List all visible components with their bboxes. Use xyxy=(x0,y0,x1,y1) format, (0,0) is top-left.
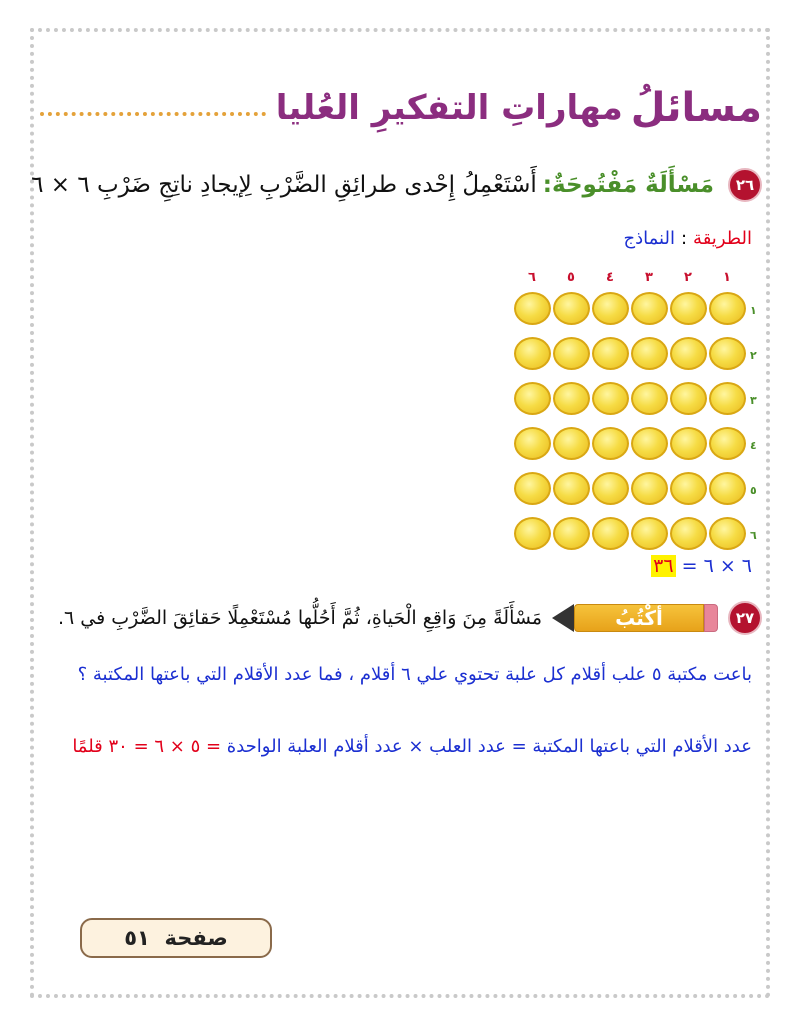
counter-dot xyxy=(709,382,746,415)
row-label: ٣ xyxy=(750,394,757,407)
counter-dot xyxy=(553,472,590,505)
column-label: ٢ xyxy=(684,270,692,285)
counter-dot xyxy=(553,337,590,370)
question-number-badge: ٢٦ xyxy=(728,168,762,202)
section-title xyxy=(40,78,762,138)
counter-dot xyxy=(670,382,707,415)
counter-dot xyxy=(670,337,707,370)
row-label: ١ xyxy=(750,304,757,317)
counter-dot xyxy=(631,472,668,505)
counter-dot xyxy=(553,292,590,325)
counter-dot xyxy=(709,517,746,550)
solution xyxy=(40,732,752,762)
counter-dot xyxy=(631,337,668,370)
counter-dot xyxy=(514,472,551,505)
counter-dot xyxy=(514,427,551,460)
counter-dot xyxy=(592,472,629,505)
column-label: ٤ xyxy=(606,270,614,285)
word-problem: باعت مكتبة ٥ علب أقلام كل علبة تحتوي علي ٦ أقلام ، فما عدد الأقلام التي باعتها المكتبة ؟ xyxy=(77,664,752,685)
question-text: أَسْتَعْمِلُ إِحْدى طرائِقِ الضَّرْبِ لِإيجادِ ناتِجِ ضَرْبِ ٦ × ٦ xyxy=(31,172,537,198)
pencil-tip xyxy=(552,604,574,632)
counter-dot xyxy=(709,292,746,325)
counter-dot xyxy=(592,517,629,550)
counter-dot xyxy=(514,382,551,415)
counter-dot xyxy=(553,382,590,415)
column-label: ٥ xyxy=(567,270,575,285)
row-label: ٦ xyxy=(750,529,757,542)
method-separator: : xyxy=(680,228,688,249)
title-dotted-line xyxy=(40,112,266,116)
column-label: ٦ xyxy=(528,270,536,285)
counter-dot xyxy=(631,292,668,325)
pencil-icon xyxy=(552,604,718,632)
page-number-box xyxy=(80,918,272,958)
counter-dot xyxy=(709,337,746,370)
counter-dot xyxy=(670,427,707,460)
counter-dot xyxy=(631,517,668,550)
counter-dot xyxy=(670,292,707,325)
counter-dot xyxy=(631,382,668,415)
counter-dot xyxy=(592,292,629,325)
counter-dot xyxy=(709,427,746,460)
counter-dot xyxy=(553,517,590,550)
counter-dot xyxy=(514,337,551,370)
question-27 xyxy=(30,598,762,638)
solution-red: = ٥ × ٦ = ٣٠ قلمًا xyxy=(72,736,222,757)
question-26 xyxy=(30,165,762,205)
counter-dot xyxy=(670,517,707,550)
pencil-eraser xyxy=(704,604,718,632)
answer-result: ٣٦ xyxy=(653,555,674,577)
question-text: مَسْأَلَةً مِنَ وَاقِعِ الْحَياةِ، ثُمَّ أَحُلُّها مُسْتَعْمِلًا حَقائِقَ الضَّرْبِ في ٦. xyxy=(57,607,542,629)
counter-dot xyxy=(670,472,707,505)
counter-dot xyxy=(592,337,629,370)
column-label: ١ xyxy=(723,270,731,285)
answer-expression: ٦ × ٦ = xyxy=(681,555,752,577)
dot-array-model xyxy=(480,270,770,540)
question-label: مَسْأَلَةٌ مَفْتُوحَةٌ: xyxy=(542,172,714,198)
counter-dot xyxy=(709,472,746,505)
counter-dot xyxy=(592,382,629,415)
method-label: الطريقة xyxy=(693,228,752,249)
pencil-label: أَكْتُبُ xyxy=(574,604,704,632)
row-label: ٥ xyxy=(750,484,757,497)
method-line xyxy=(624,228,752,249)
solution-blue: عدد الأقلام التي باعتها المكتبة = عدد العلب × عدد أقلام العلبة الواحدة xyxy=(226,736,752,757)
counter-dot xyxy=(514,517,551,550)
title-prefix: مسائلُ xyxy=(630,85,762,131)
title-main: مهاراتِ التفكيرِ العُليا xyxy=(275,88,623,128)
counter-dot xyxy=(514,292,551,325)
counter-dot xyxy=(553,427,590,460)
row-label: ٢ xyxy=(750,349,757,362)
answer-line xyxy=(651,555,752,577)
counter-dot xyxy=(592,427,629,460)
column-label: ٣ xyxy=(645,270,653,285)
page-number: ٥١ xyxy=(124,926,150,950)
page-label: صفحة xyxy=(164,926,228,950)
row-label: ٤ xyxy=(750,439,757,452)
counter-dot xyxy=(631,427,668,460)
method-value: النماذج xyxy=(623,228,675,249)
question-number-badge: ٢٧ xyxy=(728,601,762,635)
